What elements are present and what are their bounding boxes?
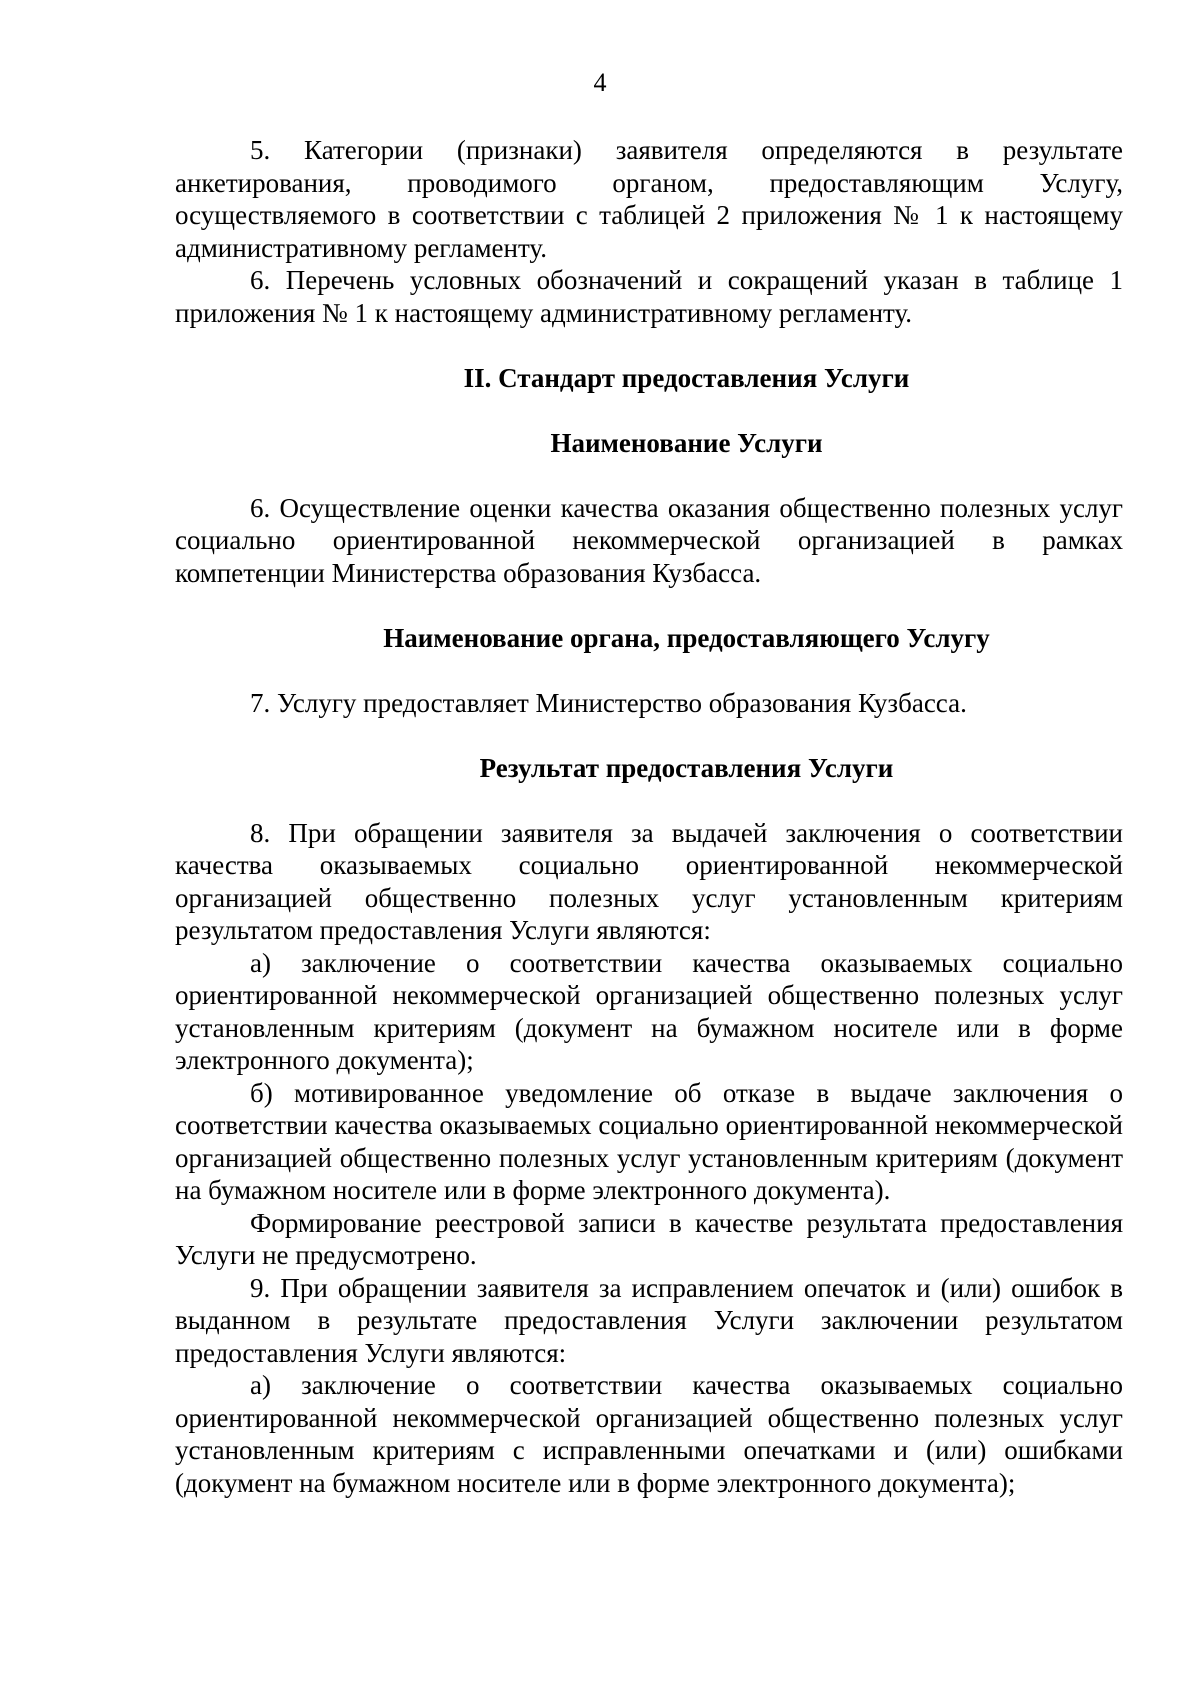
subheading-providing-body: Наименование органа, предоставляющего Услугу xyxy=(383,622,990,653)
subheading-service-result: Результат предоставления Услуги xyxy=(479,752,894,783)
paragraph-6-abbreviations: 6. Перечень условных обозначений и сокращений указан в таблице 1 приложения № 1 к настоящему административному регламенту. xyxy=(175,265,1123,328)
document-body xyxy=(175,134,1123,1499)
paragraph-7-provider: 7. Услугу предоставляет Министерство образования Кузбасса. xyxy=(250,687,967,718)
spacer xyxy=(175,719,1123,752)
spacer xyxy=(175,654,1123,687)
paragraph-5-categories: 5. Категории (признаки) заявителя определяются в результате анкетирования, проводимого органом, предоставляющим Услугу, осуществляемого в соответствии с таблицей 2 приложения № 1 к настоящему административному регламенту. xyxy=(175,135,1123,263)
spacer xyxy=(175,394,1123,427)
paragraph-6-service-name: 6. Осуществление оценки качества оказания общественно полезных услуг социально ориентированной некоммерческой организацией в рамках компетенции Министерства образования Кузбасса. xyxy=(175,492,1123,588)
spacer xyxy=(175,329,1123,362)
section-heading-standard: II. Стандарт предоставления Услуги xyxy=(463,362,910,393)
subheading-service-name: Наименование Услуги xyxy=(550,427,823,458)
paragraph-8a-conclusion: а) заключение о соответствии качества оказываемых социально ориентированной некоммерческой организацией общественно полезных услуг установленным критериям (документ на бумажном носителе или в форме электронного документа); xyxy=(175,947,1123,1075)
spacer xyxy=(175,589,1123,622)
page-number: 4 xyxy=(593,68,607,97)
spacer xyxy=(175,459,1123,492)
paragraph-8-result: 8. При обращении заявителя за выдачей заключения о соответствии качества оказываемых социально ориентированной некоммерческой организацией общественно полезных услуг установленным критериям результатом предоставления Услуги являются: xyxy=(175,817,1123,945)
paragraph-8b-refusal: б) мотивированное уведомление об отказе в выдаче заключения о соответствии качества оказываемых социально ориентированной некоммерческой организацией общественно полезных услуг установленным критериям (документ на бумажном носителе или в форме электронного документа). xyxy=(175,1077,1123,1205)
paragraph-9-corrections: 9. При обращении заявителя за исправлением опечаток и (или) ошибок в выданном в результате предоставления Услуги заключении результатом предоставления Услуги являются: xyxy=(175,1272,1123,1368)
paragraph-registry-record: Формирование реестровой записи в качестве результата предоставления Услуги не предусмотрено. xyxy=(175,1207,1123,1270)
spacer xyxy=(175,784,1123,817)
paragraph-9a-corrected-conclusion: а) заключение о соответствии качества оказываемых социально ориентированной некоммерческой организацией общественно полезных услуг установленным критериям с исправленными опечатками и (или) ошибками (документ на бумажном носителе или в форме электронного документа); xyxy=(175,1370,1123,1498)
